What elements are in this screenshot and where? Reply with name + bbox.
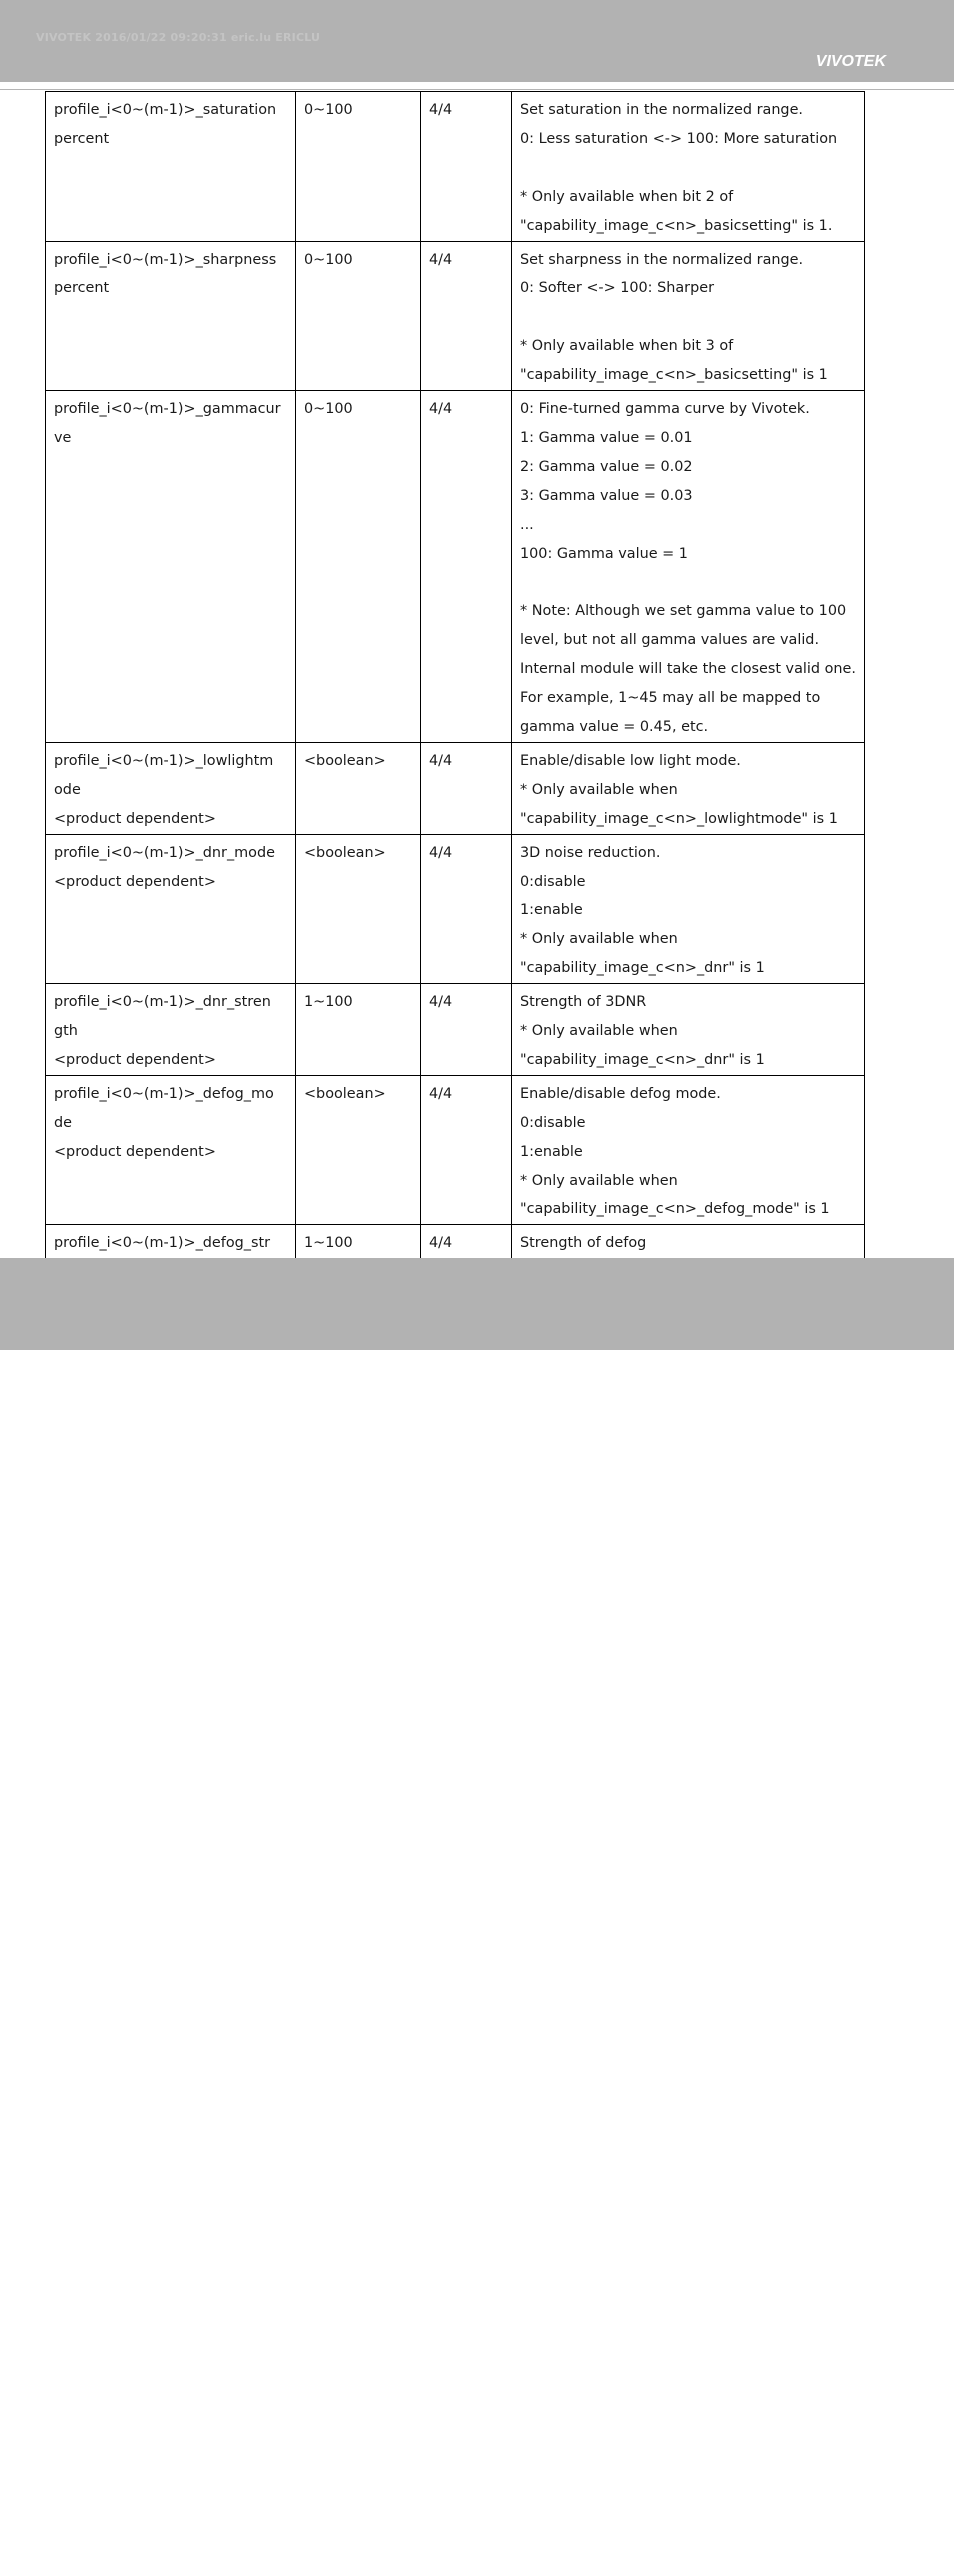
security-cell (421, 834, 512, 984)
security-cell (421, 984, 512, 1076)
security-text: 4/4 (429, 102, 453, 118)
description-line: Enable/disable defog mode. (520, 1085, 721, 1102)
description-cell (512, 391, 865, 743)
security-text: 4/4 (429, 752, 453, 769)
description-line: Internal module will take the closest valid one. (520, 661, 856, 678)
description-line: 0: Less saturation <-> 100: More saturation (520, 130, 838, 147)
parameter-table-body (46, 92, 865, 1288)
security-text: 4/4 (429, 1085, 453, 1102)
description-line: 1:enable (520, 1143, 583, 1160)
description-line: 0:disable (520, 873, 586, 890)
security-text: 4/4 (429, 844, 453, 861)
description-line: "capability_image_c<n>_basicsetting" is 1. (520, 217, 833, 234)
table-row (46, 391, 865, 743)
parameter-name-line: profile_i<0~(m-1)>_lowlightm (54, 752, 274, 769)
parameter-table (45, 91, 865, 1288)
description-line: * Note: Although we set gamma value to 100 (520, 603, 847, 620)
value-cell (296, 834, 421, 984)
parameter-name-cell (46, 391, 296, 743)
value-text: 1~100 (304, 1235, 353, 1252)
description-line: 2: Gamma value = 0.02 (520, 458, 693, 475)
description-line: * Only available when (520, 781, 678, 798)
description-cell (512, 92, 865, 242)
description-line: 0: Softer <-> 100: Sharper (520, 280, 714, 297)
description-line: "capability_image_c<n>_basicsetting" is 1 (520, 367, 828, 384)
value-text: <boolean> (304, 844, 386, 861)
description-line: 0:disable (520, 1114, 586, 1131)
description-line: Enable/disable low light mode. (520, 752, 741, 769)
security-cell (421, 92, 512, 242)
header-divider (0, 89, 954, 90)
value-cell (296, 984, 421, 1076)
parameter-name-line: de (54, 1114, 72, 1131)
value-text: <boolean> (304, 1085, 386, 1102)
parameter-name-line: <product dependent> (54, 810, 216, 827)
security-cell (421, 391, 512, 743)
value-cell (296, 742, 421, 834)
value-text: <boolean> (304, 752, 386, 769)
description-line: Set sharpness in the normalized range. (520, 251, 804, 268)
description-line (520, 568, 856, 597)
description-line: 3: Gamma value = 0.03 (520, 487, 693, 504)
parameter-name-cell (46, 92, 296, 242)
page-header (0, 0, 954, 82)
parameter-name-cell (46, 241, 296, 391)
description-line: "capability_image_c<n>_dnr" is 1 (520, 960, 765, 977)
value-cell (296, 241, 421, 391)
description-line: * Only available when bit 3 of (520, 338, 734, 355)
page-number-label: User's Manual - 217 (761, 2533, 886, 2549)
parameter-name-line: profile_i<0~(m-1)>_dnr_stren (54, 994, 271, 1011)
description-line: "capability_image_c<n>_defog_mode" is 1 (520, 1201, 830, 1218)
table-row (46, 834, 865, 984)
security-text: 4/4 (429, 994, 453, 1011)
description-line: 100: Gamma value = 1 (520, 545, 688, 562)
value-text: 1~100 (304, 994, 353, 1011)
description-line: gamma value = 0.45, etc. (520, 718, 709, 735)
table-row (46, 742, 865, 834)
security-cell (421, 1075, 512, 1225)
description-cell (512, 1075, 865, 1225)
description-line: Strength of defog (520, 1235, 647, 1252)
parameter-name-line: <product dependent> (54, 1051, 216, 1068)
value-cell (296, 92, 421, 242)
table-row (46, 1075, 865, 1225)
parameter-name-line: percent (54, 130, 110, 147)
parameter-name-cell (46, 1075, 296, 1225)
description-line: 0: Fine-turned gamma curve by Vivotek. (520, 401, 810, 418)
description-line: level, but not all gamma values are valid. (520, 632, 820, 649)
parameter-name-line: profile_i<0~(m-1)>_defog_mo (54, 1085, 274, 1102)
parameter-name-line: profile_i<0~(m-1)>_defog_str (54, 1235, 271, 1252)
value-text: 0~100 (304, 251, 353, 268)
description-line: 1: Gamma value = 0.01 (520, 429, 693, 446)
value-cell (296, 1075, 421, 1225)
security-cell (421, 742, 512, 834)
parameter-name-line: percent (54, 280, 110, 297)
parameter-name-cell (46, 984, 296, 1076)
description-cell (512, 834, 865, 984)
table-row (46, 984, 865, 1076)
page-footer (0, 1258, 954, 2549)
parameter-name-line: ode (54, 781, 81, 798)
parameter-name-line: profile_i<0~(m-1)>_dnr_mode (54, 844, 275, 861)
description-line: 1:enable (520, 902, 583, 919)
description-line: ... (520, 516, 534, 533)
description-line: * Only available when (520, 931, 678, 948)
table-row (46, 92, 865, 242)
description-cell (512, 742, 865, 834)
value-cell (296, 391, 421, 743)
parameter-name-line: ve (54, 429, 72, 446)
watermark-text: VIVOTEK 2016/01/22 09:20:31 eric.lu ERICLU (36, 31, 321, 44)
parameter-name-cell (46, 742, 296, 834)
security-cell (421, 241, 512, 391)
value-text: 0~100 (304, 102, 353, 118)
description-line: Strength of 3DNR (520, 994, 647, 1011)
security-text: 4/4 (429, 401, 453, 418)
parameter-name-line: profile_i<0~(m-1)>_sharpness (54, 251, 277, 268)
security-text: 4/4 (429, 1235, 453, 1252)
description-cell (512, 984, 865, 1076)
parameter-name-line: <product dependent> (54, 873, 216, 890)
description-line: "capability_image_c<n>_dnr" is 1 (520, 1051, 765, 1068)
description-line: For example, 1~45 may all be mapped to (520, 690, 821, 707)
parameter-name-line: profile_i<0~(m-1)>_gammacur (54, 401, 281, 418)
description-line: * Only available when bit 2 of (520, 188, 734, 205)
parameter-name-line: <product dependent> (54, 1143, 216, 1160)
description-line (520, 303, 856, 332)
description-line: 3D noise reduction. (520, 844, 661, 861)
description-cell (512, 241, 865, 391)
value-text: 0~100 (304, 401, 353, 418)
security-text: 4/4 (429, 251, 453, 268)
description-line: Set saturation in the normalized range. (520, 102, 803, 118)
description-line: "capability_image_c<n>_lowlightmode" is 1 (520, 810, 838, 827)
description-line: * Only available when (520, 1172, 678, 1189)
description-line: * Only available when (520, 1023, 678, 1040)
table-row (46, 241, 865, 391)
parameter-name-line: gth (54, 1023, 78, 1040)
brand-logo-text: VIVOTEK (815, 53, 886, 70)
description-line (520, 154, 856, 183)
parameter-name-cell (46, 834, 296, 984)
parameter-name-line: profile_i<0~(m-1)>_saturation (54, 102, 277, 118)
